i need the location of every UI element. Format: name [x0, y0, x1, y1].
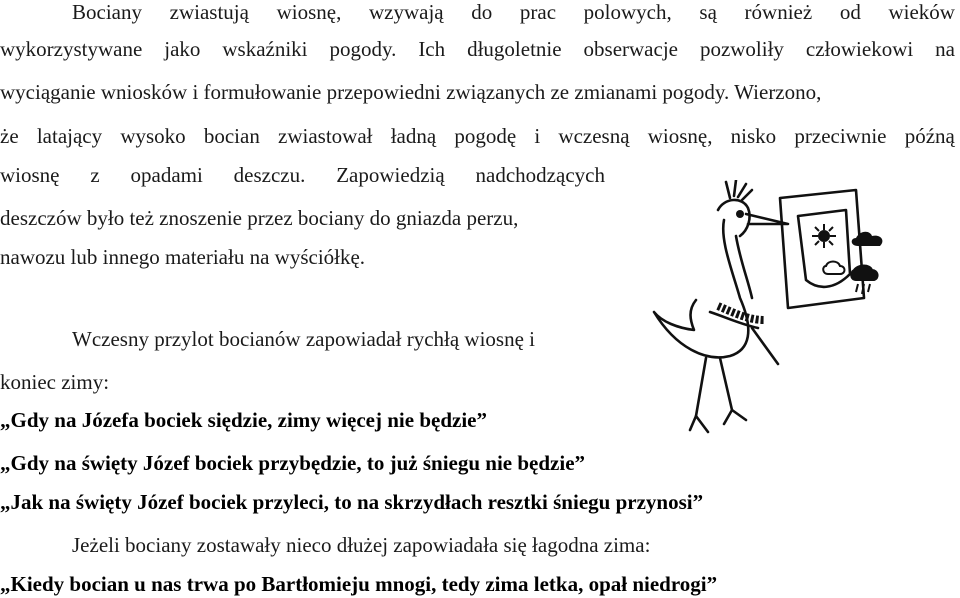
word: wiosnę [0, 163, 60, 187]
stork-eye-icon [736, 210, 744, 218]
word: zwiastują [169, 0, 249, 24]
word: wzywają [368, 0, 444, 24]
word: są [699, 0, 717, 24]
word: i [534, 124, 541, 148]
word: polowych, [583, 0, 672, 24]
word: od [839, 0, 861, 24]
word: Bociany [72, 0, 142, 24]
word: Zapowiedzią [336, 163, 445, 187]
paragraph3-line1: Jeżeli bociany zostawały nieco dłużej zapowiadała się łagodna zima: [72, 533, 651, 557]
word: wysoko [120, 124, 186, 148]
word: pogodę [454, 124, 517, 148]
word: nisko [730, 124, 777, 148]
word: ładną [390, 124, 437, 148]
proverb-3: „Jak na święty Józef bociek przyleci, to na skrzydłach resztki śniegu przynosi” [0, 490, 704, 514]
word: bocian [203, 124, 260, 148]
small-cloud-icon [823, 262, 844, 275]
paragraph2-line2: koniec zimy: [0, 370, 110, 394]
paragraph1-line5 [0, 163, 605, 187]
paragraph1-line1 [0, 0, 955, 24]
word: deszczu. [233, 163, 306, 187]
word: długoletnie [467, 37, 562, 61]
paragraph1-line4 [0, 124, 955, 148]
stork-illustration [628, 180, 960, 440]
word: jako [164, 37, 201, 61]
word: zwiastował [278, 124, 373, 148]
word: Ich [418, 37, 446, 61]
word: obserwacje [583, 37, 678, 61]
final-proverb: „Kiedy bocian u nas trwa po Bartłomieju mnogi, tedy zima letka, opał niedrogi” [0, 572, 718, 596]
word: nadchodzących [475, 163, 605, 187]
paragraph1-line2 [0, 37, 955, 61]
proverb-1: „Gdy na Józefa bociek siędzie, zimy więcej nie będzie” [0, 408, 487, 432]
word: przeciwnie [794, 124, 887, 148]
word: wskaźniki [222, 37, 308, 61]
word: wiosnę, [647, 124, 713, 148]
word: na [935, 37, 955, 61]
word: wieków [888, 0, 955, 24]
word: latający [36, 124, 103, 148]
sun-icon [812, 224, 836, 248]
paragraph1-line3: wyciąganie wniosków i formułowanie przepowiedni związanych ze zmianami pogody. Wierzono, [0, 80, 822, 104]
word: prac [519, 0, 557, 24]
word: późną [904, 124, 955, 148]
word: pogody. [329, 37, 397, 61]
word: człowiekowi [805, 37, 914, 61]
paragraph2-line1: Wczesny przylot bocianów zapowiadał rychłą wiosnę i [72, 327, 535, 351]
word: wykorzystywane [0, 37, 143, 61]
paragraph1-line7: nawozu lub innego materiału na wyściółkę. [0, 245, 366, 269]
proverb-2: „Gdy na święty Józef bociek przybędzie, to już śniegu nie będzie” [0, 451, 586, 475]
word: opadami [130, 163, 203, 187]
word: pozwoliły [699, 37, 784, 61]
word: wczesną [558, 124, 630, 148]
cloud-icon [852, 232, 883, 246]
paragraph1-line6: deszczów było też znoszenie przez bociany do gniazda perzu, [0, 206, 519, 230]
word: z [90, 163, 100, 187]
word: do [471, 0, 493, 24]
word: wiosnę, [276, 0, 342, 24]
word: również [744, 0, 813, 24]
word: że [0, 124, 19, 148]
